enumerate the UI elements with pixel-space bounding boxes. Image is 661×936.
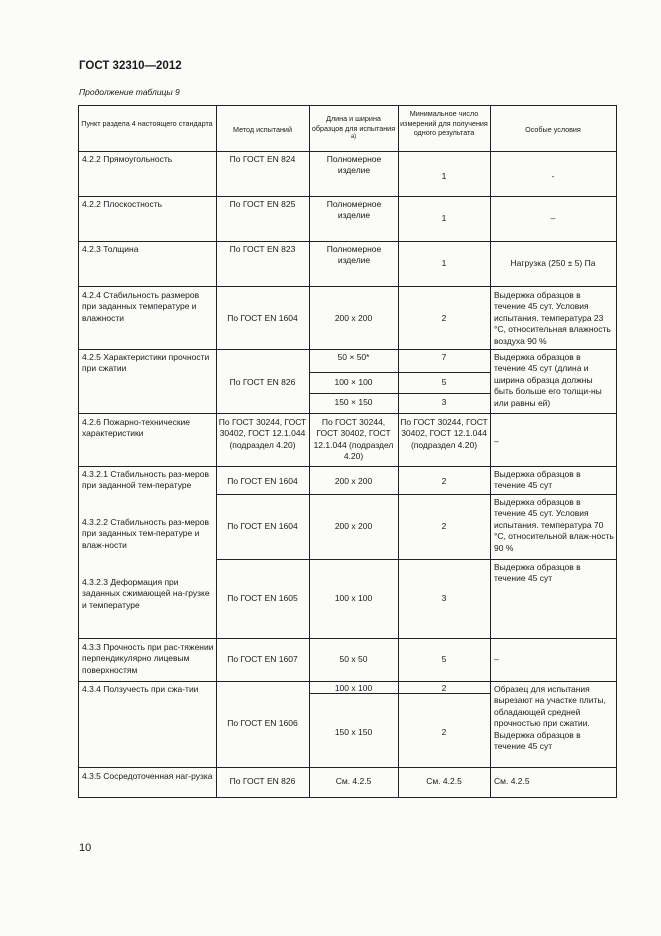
table-row-count: См. 4.2.5 (426, 776, 462, 786)
table-row-clause: 4.2.2 Плоскостность (82, 199, 163, 209)
header-size-footnote: а) (350, 134, 357, 141)
table-row-clause: 4.2.5 Характеристики прочности при сжатии (82, 352, 210, 374)
header-clause: Пункт раздела 4 настоящего стандарта (81, 119, 213, 128)
table-border (78, 638, 616, 639)
header-conditions: Особые условия (525, 125, 581, 134)
table-row-clause: 4.3.3 Прочность при рас-тяжении перпендикулярно лицевым поверхностям (82, 642, 214, 675)
header-size-text: Длина и ширина образцов для испытания (311, 114, 396, 133)
document-title: ГОСТ 32310—2012 (79, 60, 182, 72)
table-row-method: По ГОСТ EN 826 (229, 377, 296, 387)
table-row-count-b: 2 (441, 727, 447, 737)
table-row-clause: 4.2.2 Прямоугольность (82, 154, 173, 164)
table-row-conditions: Выдержка образцов в течение 45 сут. Условия испытания. температура 70 °С, относительной влаж-ность 90 % (494, 497, 614, 553)
table-row-conditions: - (551, 171, 555, 181)
table-row-conditions: Выдержка образцов в течение 45 сут. Условия испытания. температура 23 °С, относительная влажность воздуха 90 % (494, 290, 611, 346)
table-border (78, 196, 616, 197)
table-row-count: 5 (441, 654, 447, 664)
table-row-size: Полномерное изделие (326, 199, 382, 221)
table-row-count: 2 (441, 476, 447, 486)
table-border (78, 681, 616, 682)
table-row-size: 200 х 200 (334, 476, 373, 486)
table-row-method: По ГОСТ EN 1604 (227, 521, 298, 531)
table-row-conditions: См. 4.2.5 (494, 776, 530, 786)
table-row-size: По ГОСТ 30244, ГОСТ 30402, ГОСТ 12.1.044 (подраздел 4.20) (313, 417, 394, 462)
table-border (78, 767, 616, 768)
table-row-clause: 4.3.2.1 Стабильность раз-меров при заданной тем-пературе (82, 469, 210, 491)
table-row-size: 200 х 200 (334, 521, 373, 531)
table-row-method: По ГОСТ EN 1607 (227, 654, 298, 664)
table-border (78, 151, 616, 152)
table-border (616, 105, 617, 798)
table-row-count: 1 (441, 213, 447, 223)
header-size (311, 114, 396, 144)
table-border (78, 349, 616, 350)
table-row-count: 1 (441, 171, 447, 181)
table-row-method: По ГОСТ EN 1605 (227, 593, 298, 603)
table-row-count-b: 5 (441, 377, 447, 387)
table-row-size: 50 х 50 (339, 654, 368, 664)
table-row-clause: 4.2.6 Пожарно-технические характеристики (82, 417, 191, 439)
table-continuation-caption: Продолжение таблицы 9 (79, 87, 180, 97)
table-row-size-b: 100 × 100 (334, 377, 373, 387)
table-row-clause: 4.2.4 Стабильность размеров при заданных температуре и влажности (82, 290, 200, 323)
table-border (78, 286, 616, 287)
header-count: Минимальное число измерений для получения одного результата (400, 109, 488, 138)
table-row-method: По ГОСТ EN 1604 (227, 313, 298, 323)
table-row-count: По ГОСТ 30244, ГОСТ 30402, ГОСТ 12.1.044 (подраздел 4.20) (400, 417, 488, 450)
page-number: 10 (79, 842, 92, 854)
table-row-size-a: 100 х 100 (334, 683, 373, 693)
table-border (78, 105, 616, 106)
table-border (78, 413, 616, 414)
table-border (490, 105, 491, 798)
table-border (78, 797, 616, 798)
table-row-size: См. 4.2.5 (335, 776, 372, 786)
table-row-count-a: 7 (441, 352, 447, 362)
table-border (216, 105, 217, 798)
header-method: Метод испытаний (233, 125, 292, 134)
table-row-clause: 4.3.4 Ползучесть при сжа-тии (82, 684, 199, 694)
table-row-method: По ГОСТ EN 825 (229, 199, 296, 209)
table-border (309, 105, 310, 798)
table-border (78, 241, 616, 242)
table-row-clause: 4.2.3 Толщина (82, 244, 139, 254)
table-row-count: 2 (441, 313, 447, 323)
table-row-method: По ГОСТ EN 1606 (227, 718, 298, 728)
table-row-count: 3 (441, 593, 447, 603)
table-row-size: 100 х 100 (334, 593, 373, 603)
table-row-size-b: 150 х 150 (334, 727, 373, 737)
table-border (309, 393, 491, 394)
table-row-conditions: – (494, 654, 499, 664)
table-row-method: По ГОСТ 30244, ГОСТ 30402, ГОСТ 12.1.044 (подраздел 4.20) (218, 417, 307, 450)
table-row-conditions: Выдержка образцов в течение 45 сут (494, 562, 581, 584)
table-row-method: По ГОСТ EN 1604 (227, 476, 298, 486)
table-border (78, 105, 79, 798)
table-border (216, 559, 616, 560)
table-row-size: 200 х 200 (334, 313, 373, 323)
table-row-conditions: Выдержка образцов в течение 45 сут (494, 469, 581, 491)
table-row-conditions: Нагрузка (250 ± 5) Па (510, 258, 596, 268)
table-row-method: По ГОСТ EN 824 (229, 154, 296, 164)
table-row-count: 1 (441, 258, 447, 268)
table-row-method: По ГОСТ EN 826 (229, 776, 296, 786)
table-row-size: Полномерное изделие (326, 244, 382, 266)
table-border (216, 494, 616, 495)
table-row-conditions: – (494, 436, 499, 446)
table-row-conditions: – (550, 213, 556, 223)
table-border (309, 372, 491, 373)
table-border (398, 105, 399, 798)
table-row-size: Полномерное изделие (326, 154, 382, 176)
table-row-conditions: Образец для испытания вырезают на участке плиты, обладающей средней прочностью при сжатии. Выдержка образцов в течение 45 сут (494, 684, 606, 752)
table-row-conditions: Выдержка образцов в течение 45 сут (длина и ширина образца должны быть больше его толщи-ны или равны ей) (494, 352, 602, 408)
table-border (78, 466, 616, 467)
table-row-size-c: 150 × 150 (334, 397, 373, 407)
table-row-size-a: 50 × 50* (337, 352, 370, 362)
table-row-clause: 4.3.5 Сосредоточенная наг-рузка (82, 771, 213, 781)
table-row-method: По ГОСТ EN 823 (229, 244, 296, 254)
table-row-count: 2 (441, 521, 447, 531)
table-row-count-a: 2 (441, 683, 447, 693)
table-row-clause: 4.3.2.2 Стабильность раз-меров при заданных тем-пературе и влаж-ности (82, 517, 210, 550)
table-row-count-c: 3 (441, 397, 447, 407)
table-row-clause: 4.3.2.3 Деформация при заданных сжимающей на-грузке и температуре (82, 577, 210, 610)
